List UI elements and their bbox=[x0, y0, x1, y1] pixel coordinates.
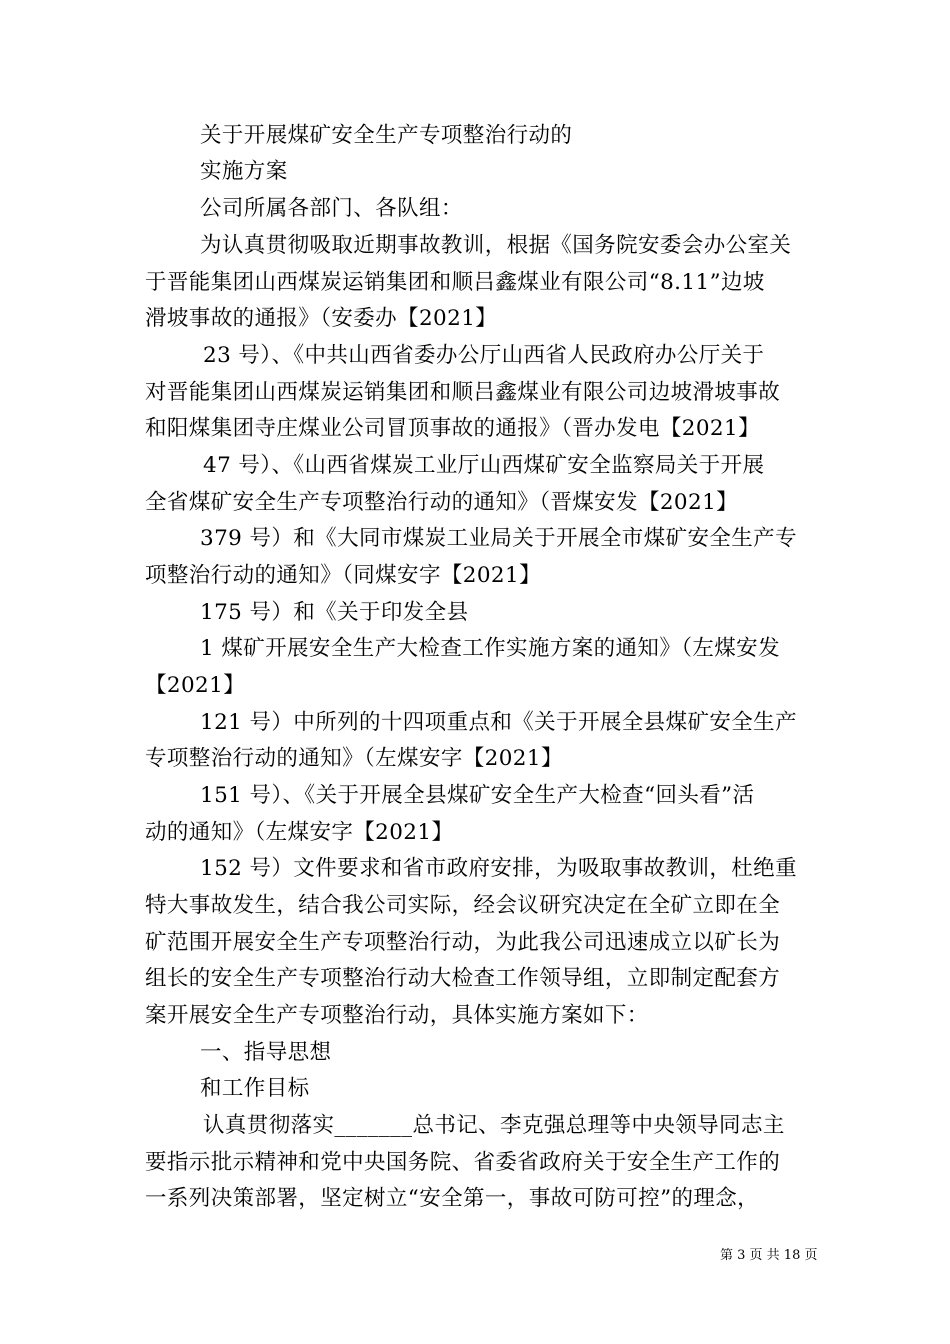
body-line: 151 号）、《关于开展全县煤矿安全生产大检查“回头看”活 bbox=[200, 783, 755, 808]
body-line: 全省煤矿安全生产专项整治行动的通知》（晋煤安发【2021】 bbox=[145, 490, 739, 515]
section-heading: 一、指导思想 bbox=[200, 1040, 332, 1065]
body-line: 47 号）、《山西省煤炭工业厅山西煤矿安全监察局关于开展 bbox=[203, 453, 765, 478]
body-line: 特大事故发生，结合我公司实际，经会议研究决定在全矿立即在全 bbox=[145, 893, 781, 918]
body-line: 要指示批示精神和党中央国务院、省委省政府关于安全生产工作的 bbox=[145, 1150, 781, 1175]
body-line: 滑坡事故的通报》（安委办【2021】 bbox=[145, 306, 498, 331]
body-line: 案开展安全生产专项整治行动，具体实施方案如下： bbox=[145, 1003, 649, 1028]
body-line: 项整治行动的通知》（同煤安字【2021】 bbox=[145, 563, 541, 588]
body-line: 为认真贯彻吸取近期事故教训，根据《国务院安委会办公室关 bbox=[200, 233, 792, 258]
body-line: 一系列决策部署，坚定树立“安全第一，事故可防可控”的理念， bbox=[145, 1186, 760, 1211]
body-line: 379 号）和《大同市煤炭工业局关于开展全市煤矿安全生产专 bbox=[200, 526, 797, 551]
body-line: 对晋能集团山西煤炭运销集团和顺吕鑫煤业有限公司边坡滑坡事故 bbox=[145, 380, 781, 405]
body-line: 175 号）和《关于印发全县 bbox=[200, 600, 469, 625]
title-line-2: 实施方案 bbox=[200, 159, 288, 184]
body-line: 【2021】 bbox=[145, 673, 246, 698]
body-line: 152 号）文件要求和省市政府安排，为吸取事故教训，杜绝重 bbox=[200, 856, 797, 881]
title-line-1: 关于开展煤矿安全生产专项整治行动的 bbox=[200, 123, 573, 148]
section-heading: 和工作目标 bbox=[200, 1076, 310, 1101]
body-line: 23 号）、《中共山西省委办公厅山西省人民政府办公厅关于 bbox=[203, 343, 765, 368]
body-line: 于晋能集团山西煤炭运销集团和顺吕鑫煤业有限公司“8.11”边坡 bbox=[145, 270, 765, 295]
body-line: 矿范围开展安全生产专项整治行动，为此我公司迅速成立以矿长为 bbox=[145, 930, 781, 955]
body-line: 动的通知》（左煤安字【2021】 bbox=[145, 820, 454, 845]
body-line: 专项整治行动的通知》（左煤安字【2021】 bbox=[145, 746, 563, 771]
body-line: 认真贯彻落实_______总书记、李克强总理等中央领导同志主 bbox=[203, 1113, 785, 1138]
body-line: 1 煤矿开展安全生产大检查工作实施方案的通知》（左煤安发 bbox=[200, 636, 780, 661]
salutation: 公司所属各部门、各队组： bbox=[200, 196, 463, 221]
body-line: 和阳煤集团寺庄煤业公司冒顶事故的通报》（晋办发电【2021】 bbox=[145, 416, 760, 441]
body-line: 121 号）中所列的十四项重点和《关于开展全县煤矿安全生产 bbox=[200, 710, 797, 735]
body-line: 组长的安全生产专项整治行动大检查工作领导组，立即制定配套方 bbox=[145, 966, 781, 991]
page-number: 第 3 页 共 18 页 bbox=[720, 1248, 818, 1263]
